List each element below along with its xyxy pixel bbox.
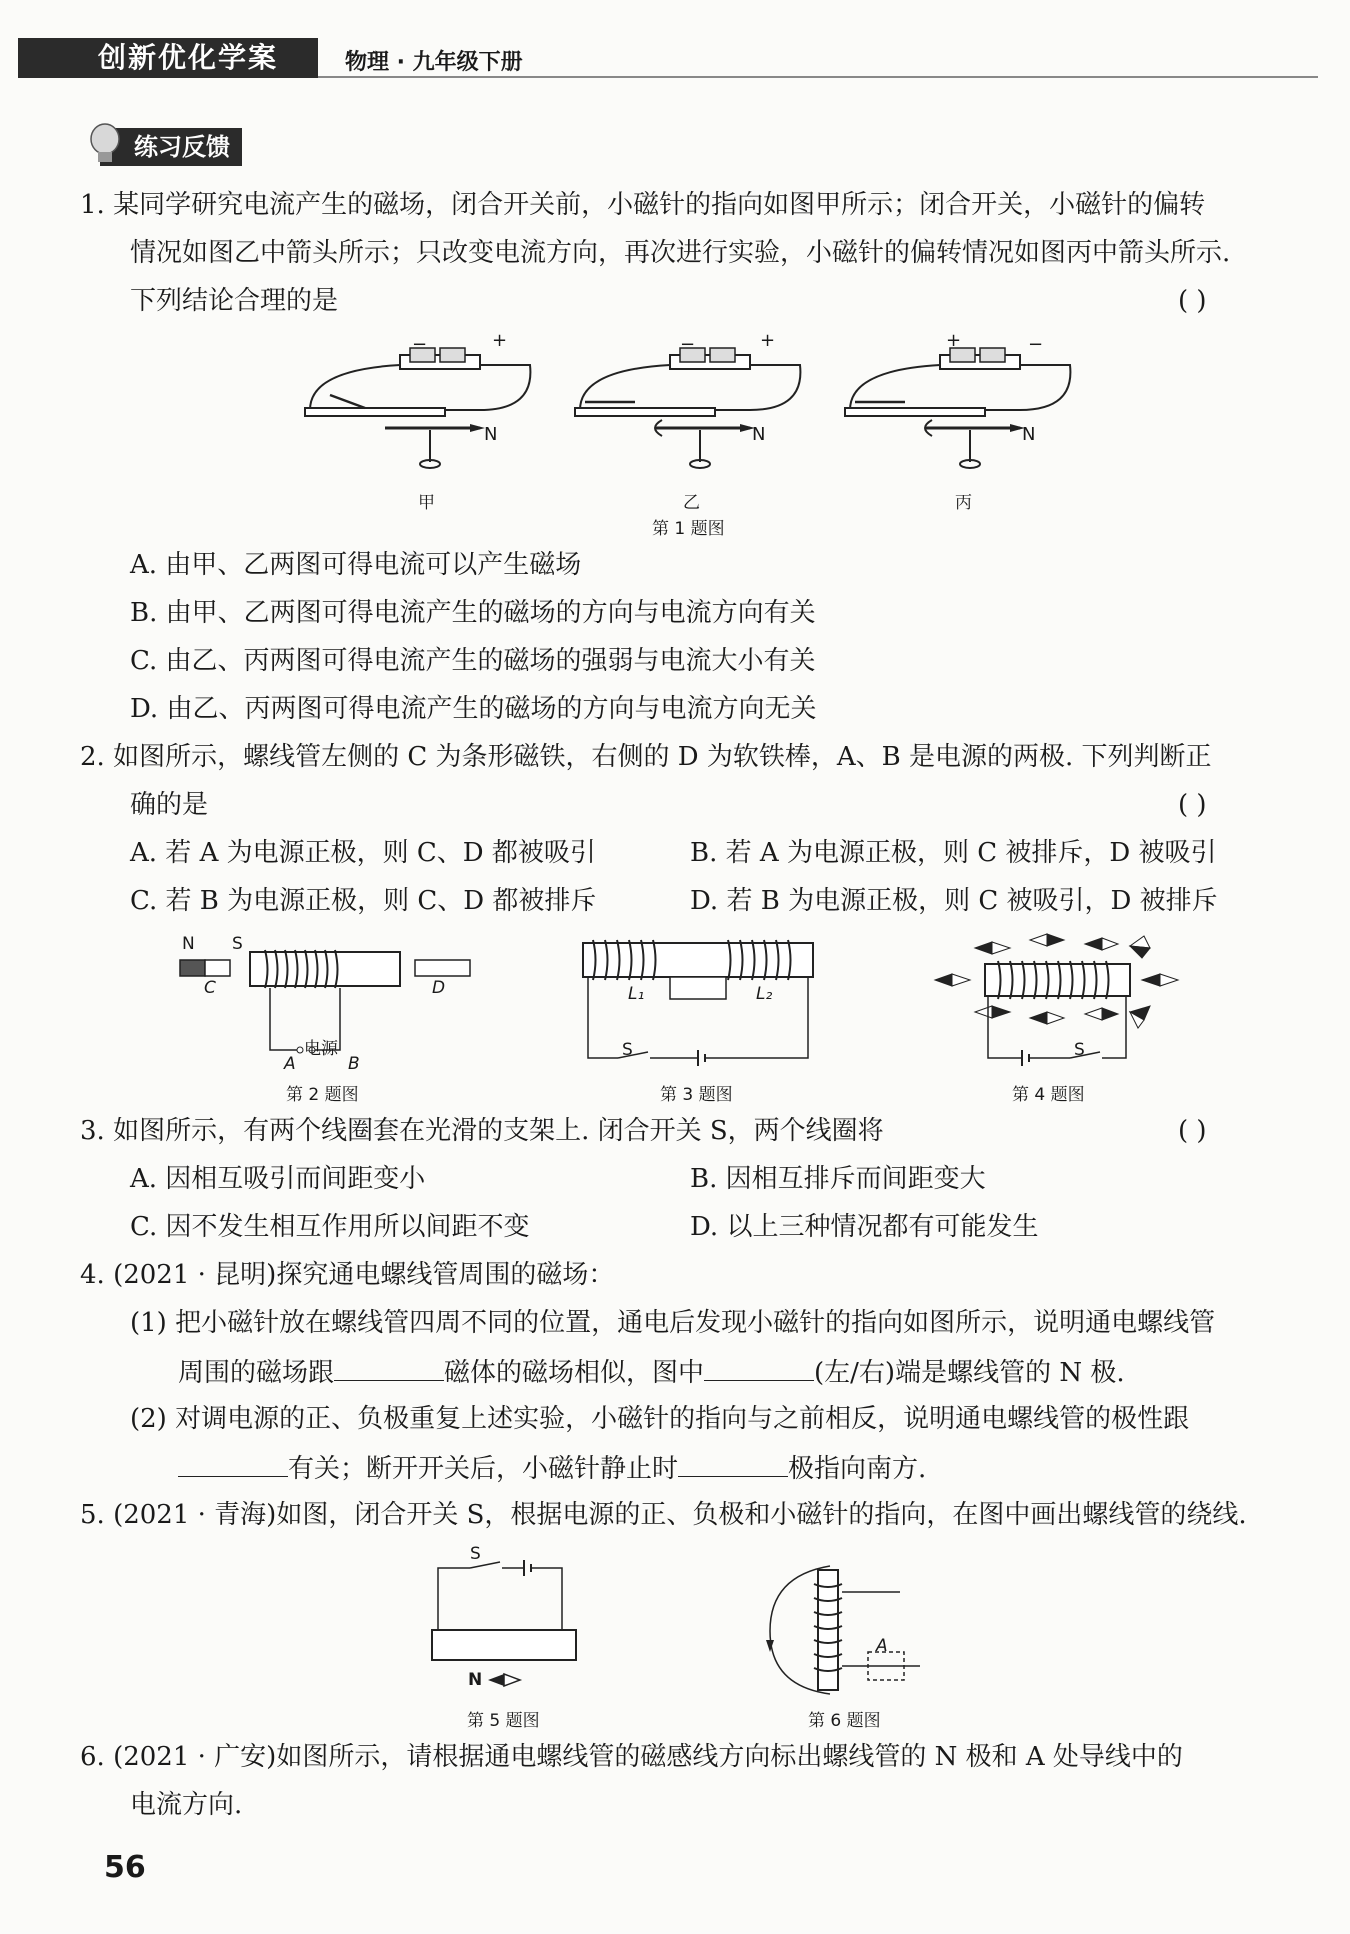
q1-line-3: 下列结论合理的是	[130, 286, 339, 316]
q1-yi-minus: −	[680, 334, 696, 355]
fig2-a-label: A	[284, 1054, 296, 1074]
q1-option-c: C. 由乙、丙两图可得电流产生的磁场的强弱与电流大小有关	[130, 646, 816, 676]
fig3-l1-label: L₁	[628, 984, 645, 1004]
q1-yi-needle-n: N	[752, 424, 766, 445]
q2-line-1: 2. 如图所示，螺线管左侧的 C 为条形磁铁，右侧的 D 为软铁棒，A、B 是电源的两极. 下列判断正	[80, 742, 1212, 772]
q2-option-d: D. 若 B 为电源正极，则 C 被吸引，D 被排斥	[690, 886, 1218, 916]
fig3-caption: 第 3 题图	[660, 1085, 733, 1105]
q2-option-c: C. 若 B 为电源正极，则 C、D 都被排斥	[130, 886, 597, 916]
q4-part1-text-1: 周围的磁场跟	[178, 1358, 335, 1388]
q4-part1-text-3: (左/右)端是螺线管的 N 极.	[814, 1358, 1125, 1388]
q1-option-a: A. 由甲、乙两图可得电流可以产生磁场	[130, 550, 582, 580]
q2-option-a: A. 若 A 为电源正极，则 C、D 都被吸引	[130, 838, 596, 868]
q1-yi-plus: +	[760, 330, 776, 351]
fig6-diagram	[760, 1556, 940, 1706]
fig5-s-label: S	[470, 1544, 481, 1564]
q4-part2-text-2: 极指向南方.	[788, 1454, 927, 1484]
q1-line-2: 情况如图乙中箭头所示；只改变电流方向，再次进行实验，小磁针的偏转情况如图丙中箭头所示.	[130, 238, 1231, 268]
fig6-caption: 第 6 题图	[808, 1711, 881, 1731]
q2-answer-bracket: ( )	[1178, 790, 1207, 820]
q2-option-b: B. 若 A 为电源正极，则 C 被排斥，D 被吸引	[690, 838, 1217, 868]
q3-option-d: D. 以上三种情况都有可能发生	[690, 1212, 1039, 1242]
q1-label-jia: 甲	[418, 493, 435, 513]
q3-option-a: A. 因相互吸引而间距变小	[130, 1164, 426, 1194]
fig2-n-label: N	[182, 934, 195, 954]
fig4-caption: 第 4 题图	[1012, 1085, 1085, 1105]
fig5-n-label: N	[468, 1670, 483, 1690]
q1-jia-minus: −	[412, 334, 428, 355]
q1-bing-plus: +	[946, 330, 962, 351]
fig3-s-label: S	[622, 1040, 633, 1060]
fig4-diagram	[930, 928, 1180, 1068]
fig2-caption: 第 2 题图	[286, 1085, 359, 1105]
section-title: 练习反馈	[134, 133, 230, 161]
q4-part2-line1: (2) 对调电源的正、负极重复上述实验，小磁针的指向与之前相反，说明通电螺线管的极性跟	[130, 1404, 1190, 1434]
fig2-s-label: S	[232, 934, 243, 954]
lightbulb-icon	[88, 122, 122, 168]
q1-answer-bracket: ( )	[1178, 286, 1207, 316]
q4-part2-line2	[178, 1450, 926, 1486]
q3-line: 3. 如图所示，有两个线圈套在光滑的支架上. 闭合开关 S，两个线圈将	[80, 1116, 884, 1146]
q1-label-yi: 乙	[683, 493, 700, 513]
q4-blank-4[interactable]	[678, 1450, 788, 1477]
q6-line-1: 6. (2021 · 广安)如图所示，请根据通电螺线管的磁感线方向标出螺线管的 N 极和 A 处导线中的	[80, 1742, 1183, 1772]
q1-jia-needle-n: N	[484, 424, 498, 445]
fig2-d-label: D	[432, 978, 446, 998]
fig6-a-label: A	[876, 1636, 888, 1656]
q4-part1-line2	[178, 1354, 1125, 1390]
fig5-diagram	[430, 1548, 590, 1698]
q4-blank-3[interactable]	[178, 1450, 288, 1477]
q4-part2-text-1: 有关；断开开关后，小磁针静止时	[288, 1454, 679, 1484]
q4-part1-text-2: 磁体的磁场相似，图中	[444, 1358, 705, 1388]
q4-blank-1[interactable]	[334, 1354, 444, 1381]
q1-option-d: D. 由乙、丙两图可得电流产生的磁场的方向与电流方向无关	[130, 694, 817, 724]
q4-line: 4. (2021 · 昆明)探究通电螺线管周围的磁场：	[80, 1260, 615, 1290]
fig2-source-label: 电源	[304, 1039, 338, 1059]
q5-line: 5. (2021 · 青海)如图，闭合开关 S，根据电源的正、负极和小磁针的指向，在图中画出螺线管的绕线.	[80, 1500, 1247, 1530]
q1-option-b: B. 由甲、乙两图可得电流产生的磁场的方向与电流方向有关	[130, 598, 816, 628]
fig2-c-label: C	[204, 978, 216, 998]
q3-option-b: B. 因相互排斥而间距变大	[690, 1164, 986, 1194]
fig3-l2-label: L₂	[756, 984, 773, 1004]
q2-line-2: 确的是	[130, 790, 209, 820]
fig2-b-label: B	[348, 1054, 360, 1074]
brand-title: 创新优化学案	[98, 41, 279, 74]
q6-line-2: 电流方向.	[130, 1790, 243, 1820]
q1-label-bing: 丙	[955, 493, 972, 513]
header-rule	[318, 76, 1318, 78]
q1-caption: 第 1 题图	[652, 519, 725, 539]
q1-figure-yi	[570, 330, 810, 500]
q4-blank-2[interactable]	[704, 1354, 814, 1381]
page-number: 56	[104, 1850, 146, 1885]
fig3-diagram	[578, 938, 818, 1068]
q1-jia-plus: +	[492, 330, 508, 351]
q1-line-1: 1. 某同学研究电流产生的磁场，闭合开关前，小磁针的指向如图甲所示；闭合开关，小磁针的偏转	[80, 190, 1206, 220]
q1-figure-bing	[840, 330, 1080, 500]
q1-figure-jia	[300, 330, 540, 500]
q1-bing-needle-n: N	[1022, 424, 1036, 445]
subject-title: 物理 · 九年级下册	[345, 50, 523, 75]
q4-part1-line1: (1) 把小磁针放在螺线管四周不同的位置，通电后发现小磁针的指向如图所示，说明通电螺线管	[130, 1308, 1216, 1338]
fig5-caption: 第 5 题图	[467, 1711, 540, 1731]
fig4-s-label: S	[1074, 1040, 1085, 1060]
q3-answer-bracket: ( )	[1178, 1116, 1207, 1146]
q1-bing-minus: −	[1028, 334, 1044, 355]
q3-option-c: C. 因不发生相互作用所以间距不变	[130, 1212, 530, 1242]
